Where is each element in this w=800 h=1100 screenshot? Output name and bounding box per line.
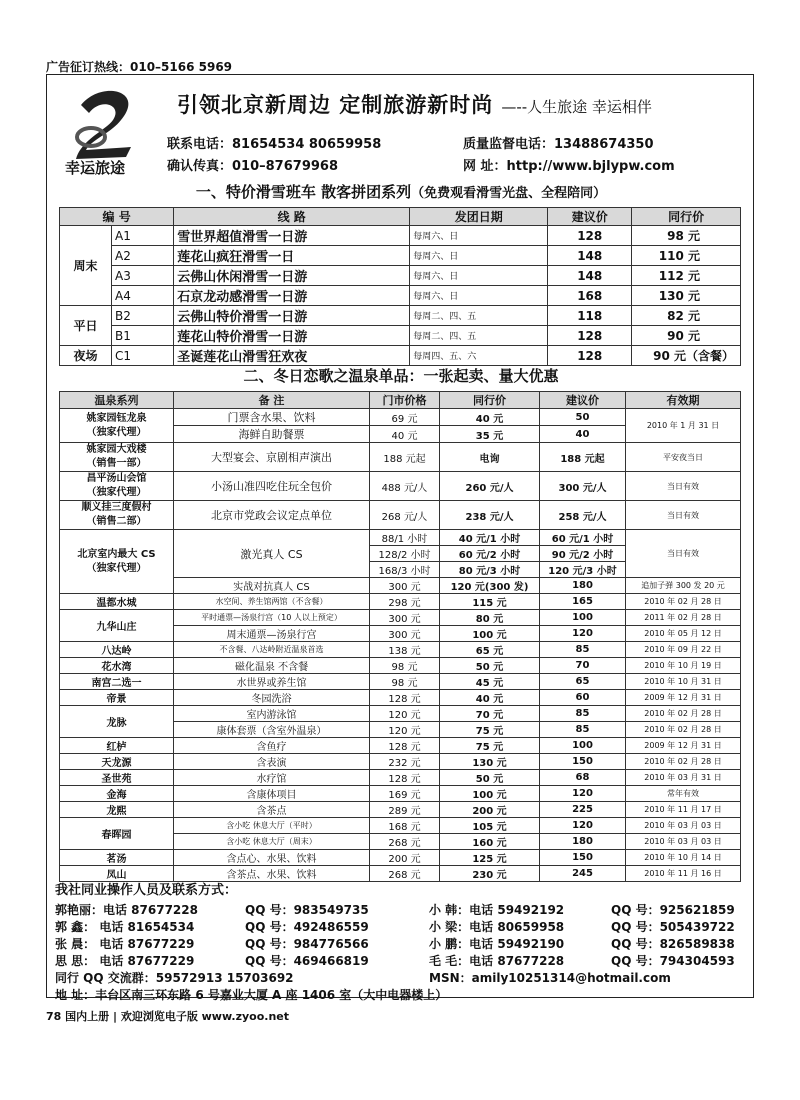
- valid-date: 2010 年 10 月 19 日: [626, 658, 741, 674]
- hot-rows: [60, 594, 741, 882]
- contact-qq: QQ 号：826589838: [611, 937, 735, 951]
- msn: MSN：amily10251314@hotmail.com: [429, 971, 671, 985]
- peer-price: 65 元: [440, 642, 540, 658]
- peer-price: 40 元: [440, 690, 540, 706]
- peer-price: 82 元: [632, 306, 741, 326]
- series-name: 姚家园钰龙泉 （独家代理）: [60, 409, 174, 443]
- suggest-price: 85: [540, 706, 626, 722]
- table-row: [60, 850, 741, 866]
- note: 含小吃 休息大厅（平时）: [174, 818, 370, 834]
- valid-date: 2010 年 10 月 14 日: [626, 850, 741, 866]
- note: 北京市党政会议定点单位: [174, 501, 370, 530]
- note: 门票含水果、饮料: [174, 409, 370, 426]
- table-row: [60, 286, 741, 306]
- suggest-price: 40: [540, 426, 626, 443]
- note: 海鲜自助餐票: [174, 426, 370, 443]
- valid-date: 平安夜当日: [626, 443, 741, 472]
- valid-date: 2011 年 02 月 28 日: [626, 610, 741, 626]
- valid-date: 追加子弹 300 发 20 元: [626, 578, 741, 594]
- suggest-price: 245: [540, 866, 626, 882]
- series-name: 姚家园大戏楼 （销售一部）: [60, 443, 174, 472]
- date: 每周六、日: [410, 246, 548, 266]
- table-row: [60, 501, 741, 530]
- suggest-price: 100: [540, 738, 626, 754]
- contact-qq: QQ 号：983549735: [245, 903, 369, 917]
- door-price: 138 元: [370, 642, 440, 658]
- qq-group: 同行 QQ 交流群：59572913 15703692: [55, 971, 294, 985]
- door-price: 488 元/人: [370, 472, 440, 501]
- ski-table: [59, 207, 741, 366]
- ski-header-row: [60, 208, 741, 226]
- contact-qq: QQ 号：984776566: [245, 937, 369, 951]
- slogan: —--人生旅途 幸运相伴: [501, 98, 652, 116]
- suggest-price: 120: [540, 818, 626, 834]
- peer-price: 40 元/1 小时: [440, 530, 540, 546]
- contact-qq: QQ 号：492486559: [245, 920, 369, 934]
- suggest-price: 180: [540, 834, 626, 850]
- door-price: 128/2 小时: [370, 546, 440, 562]
- peer-price: 70 元: [440, 706, 540, 722]
- code: B1: [112, 326, 174, 346]
- valid-date: 2010 年 11 月 17 日: [626, 802, 741, 818]
- header-route: 线 路: [174, 208, 410, 226]
- series-name: 温都水城: [60, 594, 174, 610]
- route: 莲花山特价滑雪一日游: [174, 326, 410, 346]
- suggest-price: 90 元/2 小时: [540, 546, 626, 562]
- door-price: 300 元: [370, 578, 440, 594]
- door-price: 289 元: [370, 802, 440, 818]
- section1-heading: 一、特价滑雪班车 散客拼团系列: [195, 183, 412, 201]
- peer-price: 125 元: [440, 850, 540, 866]
- header-series: 温泉系列: [60, 392, 174, 409]
- note: 含小吃 休息大厅（周末）: [174, 834, 370, 850]
- table-row: [60, 802, 741, 818]
- suggest-price: 150: [540, 850, 626, 866]
- door-price: 268 元/人: [370, 501, 440, 530]
- series-name: 龙熙: [60, 802, 174, 818]
- suggest-price: 188 元起: [540, 443, 626, 472]
- table-row: [60, 443, 741, 472]
- section1-title: [47, 181, 755, 202]
- contact-qq: QQ 号：925621859: [611, 903, 735, 917]
- contact-qq: QQ 号：469466819: [245, 954, 369, 968]
- peer-price: 120 元(300 发): [440, 578, 540, 594]
- series-name: 帝景: [60, 690, 174, 706]
- valid-date: 2010 年 11 月 16 日: [626, 866, 741, 882]
- valid-date: 2010 年 09 月 22 日: [626, 642, 741, 658]
- headline-text: 引领北京新周边 定制旅游新时尚: [177, 93, 494, 117]
- suggest-price: 68: [540, 770, 626, 786]
- header-peer: 同行价: [440, 392, 540, 409]
- peer-price: 80 元/3 小时: [440, 562, 540, 578]
- table-row: [60, 738, 741, 754]
- date: 每周六、日: [410, 226, 548, 246]
- section1-note: （免费观看滑雪光盘、全程陪同）: [411, 186, 607, 201]
- header-peer: 同行价: [632, 208, 741, 226]
- door-price: 268 元: [370, 866, 440, 882]
- table-row: [60, 226, 741, 246]
- peer-price: 260 元/人: [440, 472, 540, 501]
- table-row: [60, 770, 741, 786]
- valid-date: 常年有效: [626, 786, 741, 802]
- note: 含表演: [174, 754, 370, 770]
- contact-phone: 思 思： 电话 87677229: [55, 954, 195, 968]
- code: C1: [112, 346, 174, 366]
- note: 激光真人 CS: [174, 530, 370, 578]
- table-row: [60, 690, 741, 706]
- peer-price: 75 元: [440, 738, 540, 754]
- valid-date: 2009 年 12 月 31 日: [626, 738, 741, 754]
- peer-price: 45 元: [440, 674, 540, 690]
- series-name: 红栌: [60, 738, 174, 754]
- table-row: [60, 472, 741, 501]
- peer-price: 110 元: [632, 246, 741, 266]
- valid-date: 当日有效: [626, 530, 741, 578]
- suggest-price: 120 元/3 小时: [540, 562, 626, 578]
- peer-price: 60 元/2 小时: [440, 546, 540, 562]
- contact-row: [55, 935, 755, 952]
- door-price: 188 元起: [370, 443, 440, 472]
- contact-phone: 小 梁：电话 80659958: [429, 920, 565, 934]
- table-row: [60, 346, 741, 366]
- note: 大型宴会、京剧相声演出: [174, 443, 370, 472]
- door-price: 40 元: [370, 426, 440, 443]
- table-row: [60, 326, 741, 346]
- valid-date: 2010 年 02 月 28 日: [626, 594, 741, 610]
- series-name: 天龙源: [60, 754, 174, 770]
- ad-frame: [46, 74, 754, 1002]
- peer-price: 105 元: [440, 818, 540, 834]
- series-name: 昌平汤山会馆 （独家代理）: [60, 472, 174, 501]
- series-name: 南宫二选一: [60, 674, 174, 690]
- suggest-price: 60 元/1 小时: [540, 530, 626, 546]
- suggest-price: 225: [540, 802, 626, 818]
- door-price: 98 元: [370, 674, 440, 690]
- contact-row: [55, 901, 755, 918]
- door-price: 300 元: [370, 610, 440, 626]
- table-row: [60, 266, 741, 286]
- note: 含茶点: [174, 802, 370, 818]
- header-date: 发团日期: [410, 208, 548, 226]
- peer-price: 40 元: [440, 409, 540, 426]
- hot-header-row: [60, 392, 741, 409]
- table-row: [60, 246, 741, 266]
- route: 云佛山休闲滑雪一日游: [174, 266, 410, 286]
- valid-date: 2010 年 1 月 31 日: [626, 409, 741, 443]
- peer-price: 130 元: [440, 754, 540, 770]
- suggest-price: 300 元/人: [540, 472, 626, 501]
- note: 康体套票（含室外温泉）: [174, 722, 370, 738]
- table-row: [60, 306, 741, 326]
- series-name: 金海: [60, 786, 174, 802]
- peer-price: 160 元: [440, 834, 540, 850]
- company-logo: [61, 85, 151, 180]
- website: 网 址：http://www.bjlypw.com: [463, 159, 675, 174]
- contact-row: [55, 918, 755, 935]
- valid-date: 2010 年 03 月 03 日: [626, 818, 741, 834]
- page-footer: 78 国内上册 | 欢迎浏览电子版 www.zyoo.net: [46, 1010, 290, 1023]
- header-door: 门市价格: [370, 392, 440, 409]
- valid-date: 2010 年 03 月 03 日: [626, 834, 741, 850]
- note: 水疗馆: [174, 770, 370, 786]
- note: 室内游泳馆: [174, 706, 370, 722]
- note: 实战对抗真人 CS: [174, 578, 370, 594]
- price: 128: [548, 226, 632, 246]
- table-row: [60, 642, 741, 658]
- route: 云佛山特价滑雪一日游: [174, 306, 410, 326]
- series-name: 春晖园: [60, 818, 174, 850]
- note: 含鱼疗: [174, 738, 370, 754]
- header-note: 备 注: [174, 392, 370, 409]
- group-night: 夜场: [60, 346, 112, 366]
- code: A3: [112, 266, 174, 286]
- valid-date: 2010 年 02 月 28 日: [626, 722, 741, 738]
- suggest-price: 150: [540, 754, 626, 770]
- peer-price: 98 元: [632, 226, 741, 246]
- contact-phone: 小 韩：电话 59492192: [429, 903, 565, 917]
- suggest-price: 70: [540, 658, 626, 674]
- door-price: 169 元: [370, 786, 440, 802]
- door-price: 200 元: [370, 850, 440, 866]
- valid-date: 2010 年 03 月 31 日: [626, 770, 741, 786]
- peer-price: 电询: [440, 443, 540, 472]
- table-row: [60, 674, 741, 690]
- contact-qq: QQ 号：505439722: [611, 920, 735, 934]
- series-name: 九华山庄: [60, 610, 174, 642]
- price: 128: [548, 326, 632, 346]
- route: 雪世界超值滑雪一日游: [174, 226, 410, 246]
- door-price: 168 元: [370, 818, 440, 834]
- contact-row: [55, 969, 755, 986]
- series-name: 圣世苑: [60, 770, 174, 786]
- quality-phone: 质量监督电话：13488674350: [463, 137, 654, 152]
- door-price: 268 元: [370, 834, 440, 850]
- date: 每周二、四、五: [410, 326, 548, 346]
- price: 148: [548, 246, 632, 266]
- note: 平时通票—汤泉行宫（10 人以上预定）: [174, 610, 370, 626]
- table-row: [60, 409, 741, 426]
- suggest-price: 120: [540, 626, 626, 642]
- route: 石京龙动感滑雪一日游: [174, 286, 410, 306]
- contact-row: [55, 986, 755, 1003]
- suggest-price: 50: [540, 409, 626, 426]
- door-price: 128 元: [370, 690, 440, 706]
- series-name: 顺义挂三度假村 （销售二部）: [60, 501, 174, 530]
- suggest-price: 60: [540, 690, 626, 706]
- contact-row: [55, 952, 755, 969]
- door-price: 69 元: [370, 409, 440, 426]
- contact-phone: 郭 鑫： 电话 81654534: [55, 920, 195, 934]
- contact-phone: 郭艳丽：电话 87677228: [55, 903, 198, 917]
- valid-date: 2010 年 02 月 28 日: [626, 706, 741, 722]
- header-price: 建议价: [548, 208, 632, 226]
- header-suggest: 建议价: [540, 392, 626, 409]
- table-row: [60, 786, 741, 802]
- code: B2: [112, 306, 174, 326]
- door-price: 232 元: [370, 754, 440, 770]
- peer-price: 90 元: [632, 326, 741, 346]
- note: 水空间、养生馆两馆（不含餐）: [174, 594, 370, 610]
- door-price: 298 元: [370, 594, 440, 610]
- header-code: 编 号: [60, 208, 174, 226]
- note: 周末通票—汤泉行宫: [174, 626, 370, 642]
- suggest-price: 100: [540, 610, 626, 626]
- contacts-title: 我社同业操作人员及联系方式：: [55, 883, 238, 898]
- valid-date: 当日有效: [626, 501, 741, 530]
- date: 每周六、日: [410, 286, 548, 306]
- headline: [177, 89, 652, 119]
- series-name: 北京室内最大 CS （独家代理）: [60, 530, 174, 594]
- peer-price: 238 元/人: [440, 501, 540, 530]
- peer-price: 100 元: [440, 626, 540, 642]
- door-price: 88/1 小时: [370, 530, 440, 546]
- price: 118: [548, 306, 632, 326]
- code: A1: [112, 226, 174, 246]
- note: 不含餐、八达岭附近温泉首选: [174, 642, 370, 658]
- valid-date: 2009 年 12 月 31 日: [626, 690, 741, 706]
- date: 每周二、四、五: [410, 306, 548, 326]
- table-row: [60, 754, 741, 770]
- suggest-price: 85: [540, 642, 626, 658]
- contacts: [55, 879, 755, 1003]
- suggest-price: 85: [540, 722, 626, 738]
- price: 168: [548, 286, 632, 306]
- suggest-price: 180: [540, 578, 626, 594]
- door-price: 128 元: [370, 738, 440, 754]
- peer-price: 90 元（含餐）: [632, 346, 741, 366]
- note: 含康体项目: [174, 786, 370, 802]
- contact-qq: QQ 号：794304593: [611, 954, 735, 968]
- valid-date: 2010 年 10 月 31 日: [626, 674, 741, 690]
- contact-phone: 联系电话：81654534 80659958: [167, 137, 382, 152]
- date: 每周四、五、六: [410, 346, 548, 366]
- table-row: [60, 530, 741, 546]
- route: 莲花山疯狂滑雪一日: [174, 246, 410, 266]
- valid-date: 当日有效: [626, 472, 741, 501]
- date: 每周六、日: [410, 266, 548, 286]
- peer-price: 50 元: [440, 658, 540, 674]
- door-price: 300 元: [370, 626, 440, 642]
- table-row: [60, 610, 741, 626]
- note: 水世界或养生馆: [174, 674, 370, 690]
- logo-text: 幸运旅途: [65, 159, 126, 177]
- table-row: [60, 706, 741, 722]
- valid-date: 2010 年 05 月 12 日: [626, 626, 741, 642]
- group-weekend: 周末: [60, 226, 112, 306]
- contact-phone: 毛 毛：电话 87677228: [429, 954, 565, 968]
- peer-price: 50 元: [440, 770, 540, 786]
- series-name: 凤山: [60, 866, 174, 882]
- note: 冬园洗浴: [174, 690, 370, 706]
- peer-price: 130 元: [632, 286, 741, 306]
- note: 含点心、水果、饮料: [174, 850, 370, 866]
- address: 地 址：丰台区南三环东路 6 号嘉业大厦 A 座 1406 室（大中电器楼上）: [55, 988, 448, 1002]
- section2-title: 二、冬日恋歌之温泉单品：一张起卖、量大优惠: [243, 367, 559, 385]
- series-name: 八达岭: [60, 642, 174, 658]
- peer-price: 230 元: [440, 866, 540, 882]
- contact-phone: 张 晨： 电话 87677229: [55, 937, 195, 951]
- table-row: [60, 658, 741, 674]
- peer-price: 115 元: [440, 594, 540, 610]
- contact-phone: 小 鹏：电话 59492190: [429, 937, 565, 951]
- group-weekday: 平日: [60, 306, 112, 346]
- suggest-price: 165: [540, 594, 626, 610]
- peer-price: 35 元: [440, 426, 540, 443]
- hot-spring-table: [59, 391, 741, 882]
- price: 128: [548, 346, 632, 366]
- header-valid: 有效期: [626, 392, 741, 409]
- suggest-price: 120: [540, 786, 626, 802]
- series-name: 茗汤: [60, 850, 174, 866]
- peer-price: 112 元: [632, 266, 741, 286]
- door-price: 168/3 小时: [370, 562, 440, 578]
- peer-price: 75 元: [440, 722, 540, 738]
- door-price: 120 元: [370, 706, 440, 722]
- peer-price: 200 元: [440, 802, 540, 818]
- note: 磁化温泉 不含餐: [174, 658, 370, 674]
- price: 148: [548, 266, 632, 286]
- door-price: 128 元: [370, 770, 440, 786]
- code: A4: [112, 286, 174, 306]
- suggest-price: 65: [540, 674, 626, 690]
- series-name: 龙脉: [60, 706, 174, 738]
- door-price: 120 元: [370, 722, 440, 738]
- note: 小汤山准四吃住玩全包价: [174, 472, 370, 501]
- series-name: 花水湾: [60, 658, 174, 674]
- table-row: [60, 818, 741, 834]
- peer-price: 80 元: [440, 610, 540, 626]
- door-price: 98 元: [370, 658, 440, 674]
- peer-price: 100 元: [440, 786, 540, 802]
- ad-hotline: 广告征订热线：010–5166 5969: [46, 60, 233, 74]
- suggest-price: 258 元/人: [540, 501, 626, 530]
- note: 含茶点、水果、饮料: [174, 866, 370, 882]
- code: A2: [112, 246, 174, 266]
- table-row: [60, 594, 741, 610]
- route: 圣诞莲花山滑雪狂欢夜: [174, 346, 410, 366]
- valid-date: 2010 年 02 月 28 日: [626, 754, 741, 770]
- fax: 确认传真：010–87679968: [167, 159, 338, 174]
